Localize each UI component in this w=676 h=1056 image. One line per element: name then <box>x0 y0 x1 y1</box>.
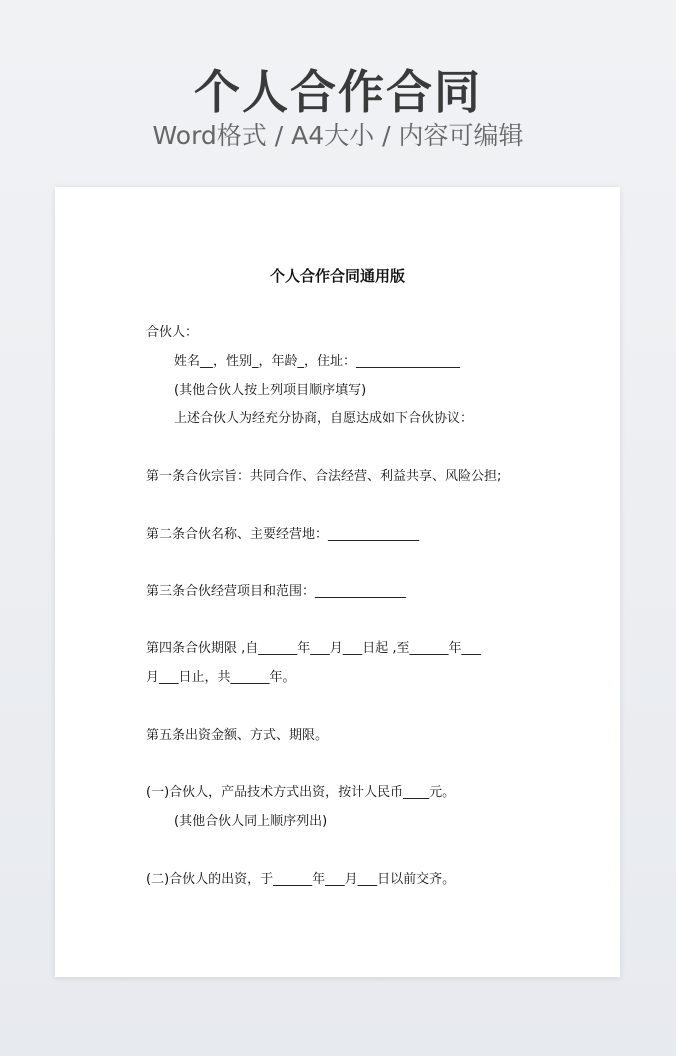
clause-5-1: (一)合伙人，产品技术方式出资，按计人民币____元。 <box>146 785 456 800</box>
article-5: 第五条出资金额、方式、期限。 <box>146 728 329 743</box>
article-2: 第二条合伙名称、主要经营地：______________ <box>146 527 420 542</box>
partner-info-line: 姓名__，性别_，年龄_，住址：________________ <box>174 354 461 369</box>
agreement-intro: 上述合伙人为经充分协商，自愿达成如下合伙协议： <box>174 411 474 426</box>
page-subtitle: Word格式 / A4大小 / 内容可编辑 <box>152 121 524 150</box>
article-4-line-2: 月___日止，共______年。 <box>146 670 296 685</box>
other-partners-note: (其他合伙人按上列项目顺序填写) <box>174 383 367 398</box>
document-title: 个人合作合同通用版 <box>269 267 405 285</box>
partner-label: 合伙人： <box>146 325 199 340</box>
page-title: 个人合作合同 <box>194 65 482 119</box>
document-page <box>55 187 620 977</box>
clause-5-1-note: (其他合伙人同上顺序列出) <box>174 814 328 829</box>
clause-5-2: (二)合伙人的出资，于______年___月___日以前交齐。 <box>146 872 456 887</box>
article-1: 第一条合伙宗旨：共同合作、合法经营、利益共享、风险公担; <box>146 469 502 484</box>
article-3: 第三条合伙经营项目和范围：______________ <box>146 584 407 599</box>
article-4-line-1: 第四条合伙期限 ,自______年___月___日起 ,至______年___ <box>146 641 482 656</box>
